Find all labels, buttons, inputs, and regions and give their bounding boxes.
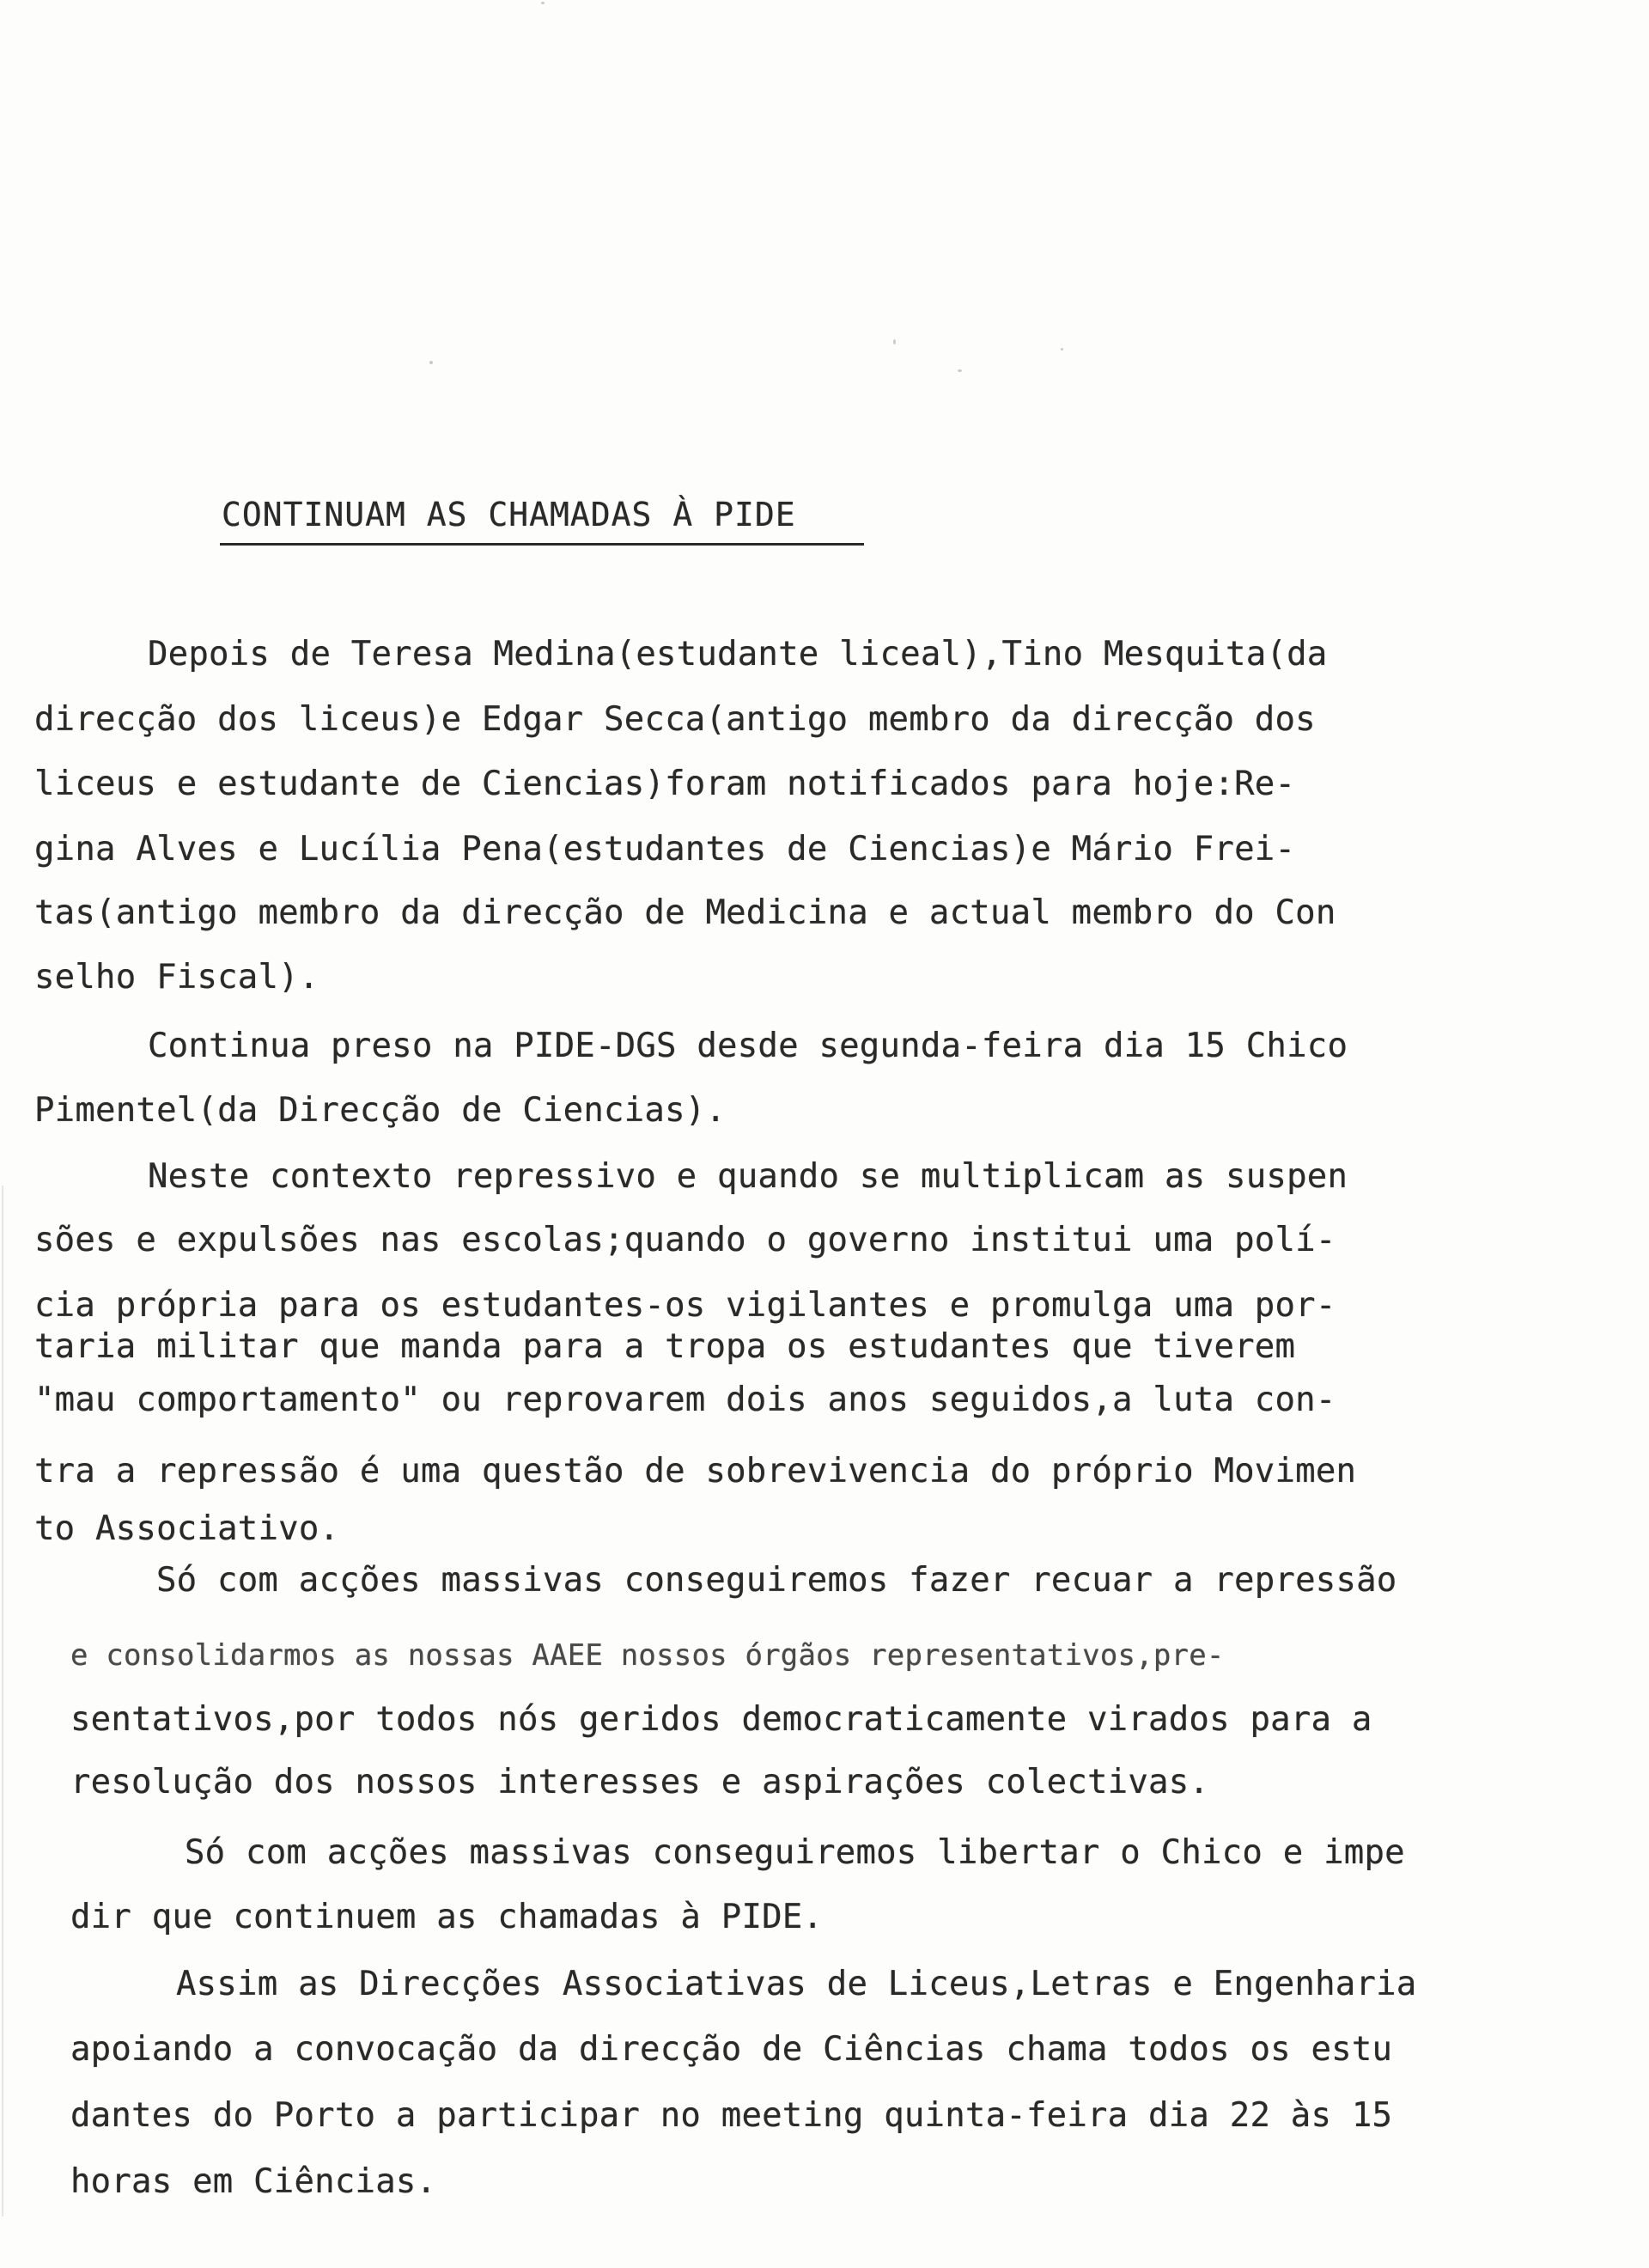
- body-line: Continua preso na PIDE-DGS desde segunda-feira dia 15 Chico: [148, 1027, 1348, 1065]
- scan-speck: [541, 2, 545, 4]
- body-line: dantes do Porto a participar no meeting quinta-feira dia 22 às 15: [70, 2096, 1393, 2135]
- body-line: taria militar que manda para a tropa os estudantes que tiverem: [34, 1327, 1296, 1366]
- body-line: e consolidarmos as nossas AAEE nossos órgãos representativos,pre-: [70, 1638, 1225, 1673]
- body-line: tra a repressão é uma questão de sobrevivencia do próprio Movimen: [34, 1452, 1357, 1491]
- body-line: horas em Ciências.: [70, 2162, 437, 2201]
- body-line: sões e expulsões nas escolas;quando o governo institui uma polí-: [34, 1221, 1336, 1259]
- body-line: cia própria para os estudantes-os vigilantes e promulga uma por-: [34, 1286, 1336, 1325]
- body-line: dir que continuem as chamadas à PIDE.: [70, 1898, 824, 1936]
- body-line: Neste contexto repressivo e quando se multiplicam as suspen: [148, 1157, 1348, 1196]
- document-title: CONTINUAM AS CHAMADAS À PIDE: [222, 496, 796, 533]
- body-line: gina Alves e Lucília Pena(estudantes de Ciencias)e Mário Frei-: [34, 830, 1296, 869]
- body-line: direcção dos liceus)e Edgar Secca(antigo membro da direcção dos: [34, 700, 1316, 739]
- page-edge-shadow: [2, 1186, 3, 2216]
- body-line: Só com acções massivas conseguiremos fazer recuar a repressão: [156, 1561, 1397, 1600]
- body-line: selho Fiscal).: [34, 958, 319, 997]
- body-line: Só com acções massivas conseguiremos libertar o Chico e impe: [185, 1833, 1405, 1872]
- scan-speck: [429, 361, 433, 364]
- body-line: resolução dos nossos interesses e aspirações colectivas.: [70, 1763, 1210, 1802]
- body-line: Assim as Direcções Associativas de Liceus,Letras e Engenharia: [176, 1965, 1417, 2003]
- scan-speck: [958, 369, 962, 372]
- title-underline: [220, 543, 864, 546]
- scan-speck: [893, 339, 896, 344]
- body-line: "mau comportamento" ou reprovarem dois anos seguidos,a luta con-: [34, 1381, 1336, 1419]
- body-line: Pimentel(da Direcção de Ciencias).: [34, 1091, 727, 1130]
- scan-speck: [1061, 348, 1063, 351]
- body-line: to Associativo.: [34, 1509, 340, 1548]
- body-line: sentativos,por todos nós geridos democraticamente virados para a: [70, 1700, 1372, 1739]
- body-line: liceus e estudante de Ciencias)foram notificados para hoje:Re-: [34, 765, 1296, 803]
- body-line: tas(antigo membro da direcção de Medicina e actual membro do Con: [34, 893, 1336, 932]
- body-line: Depois de Teresa Medina(estudante liceal),Tino Mesquita(da: [148, 635, 1328, 674]
- body-line: apoiando a convocação da direcção de Ciências chama todos os estu: [70, 2030, 1393, 2069]
